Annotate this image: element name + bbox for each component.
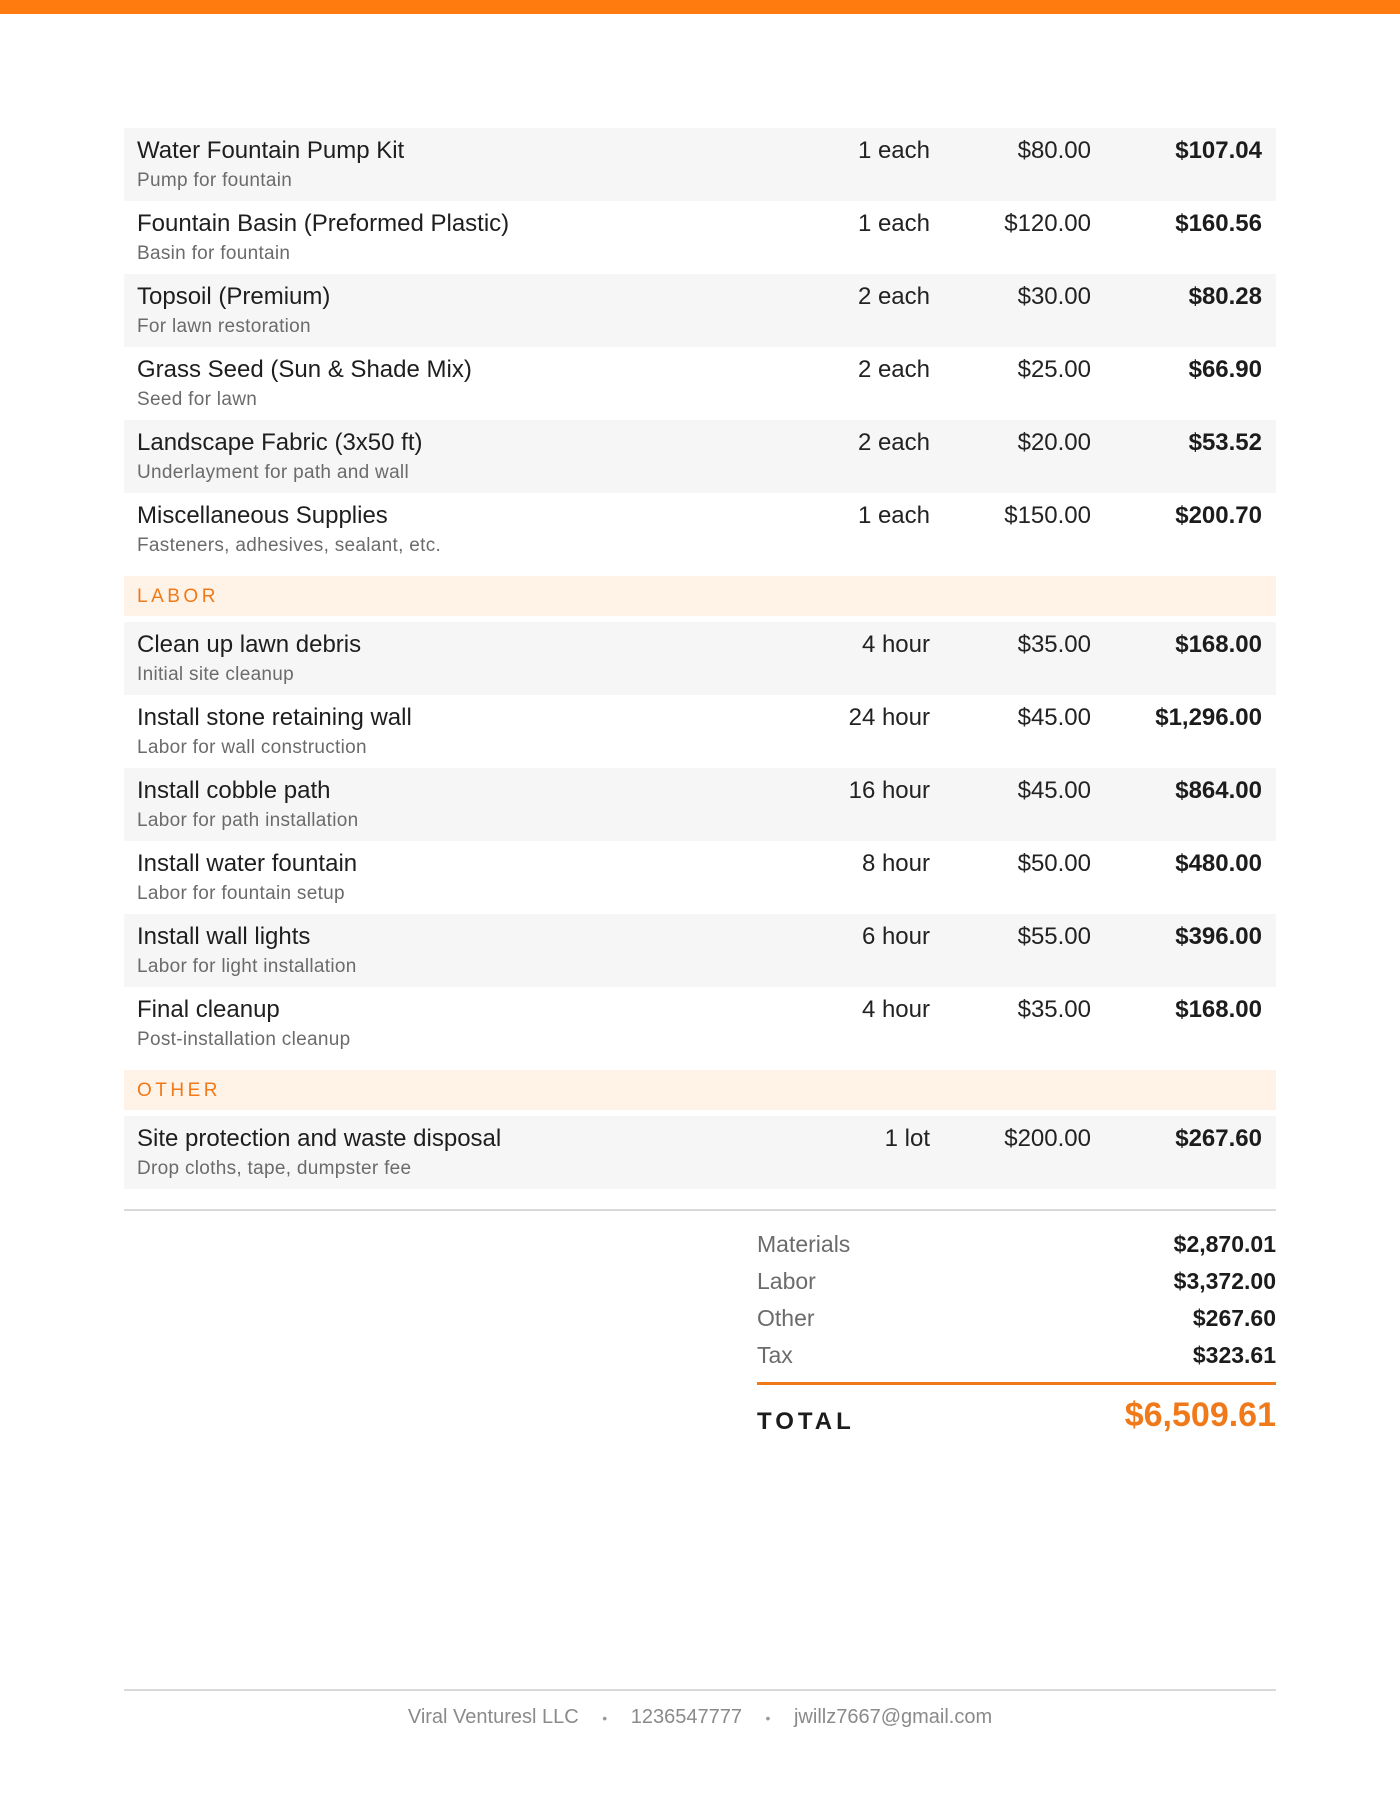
footer-separator: • (765, 1709, 771, 1726)
footer-separator: • (602, 1709, 608, 1726)
item-quantity: 1 each (857, 137, 930, 164)
footer-company: Viral Venturesl LLC (407, 1706, 579, 1728)
item-quantity: 2 each (857, 356, 930, 383)
item-quantity: 8 hour (861, 850, 930, 877)
table-row (124, 1116, 1276, 1189)
item-rate: $45.00 (1017, 704, 1091, 731)
item-rate: $120.00 (1004, 210, 1091, 237)
summary-label: Tax (757, 1342, 793, 1368)
item-name: Fountain Basin (Preformed Plastic) (137, 210, 510, 237)
item-description: Labor for fountain setup (137, 883, 345, 904)
item-rate: $25.00 (1017, 356, 1091, 383)
item-amount: $1,296.00 (1155, 704, 1262, 731)
summary-row-materials (757, 1228, 1276, 1265)
line-items-table (124, 128, 1276, 1189)
item-description: Drop cloths, tape, dumpster fee (137, 1158, 412, 1179)
item-name: Install stone retaining wall (137, 704, 412, 731)
table-row (124, 914, 1276, 987)
footer-divider (124, 1689, 1276, 1691)
summary-value: $2,870.01 (1173, 1231, 1276, 1257)
item-description: Underlayment for path and wall (137, 462, 409, 483)
item-name: Grass Seed (Sun & Shade Mix) (137, 356, 472, 383)
table-row (124, 841, 1276, 914)
item-description: Seed for lawn (137, 389, 258, 410)
item-name: Water Fountain Pump Kit (137, 137, 405, 164)
item-description: Pump for fountain (137, 170, 293, 191)
item-rate: $35.00 (1017, 996, 1091, 1023)
table-row (124, 768, 1276, 841)
item-description: Labor for light installation (137, 956, 357, 977)
item-quantity: 1 each (857, 210, 930, 237)
table-row (124, 622, 1276, 695)
section-header-other (124, 1070, 1276, 1110)
item-quantity: 24 hour (848, 704, 930, 731)
total-value: $6,509.61 (1124, 1396, 1276, 1434)
item-description: Basin for fountain (137, 243, 291, 264)
item-rate: $200.00 (1004, 1125, 1091, 1152)
item-amount: $53.52 (1188, 429, 1262, 456)
item-amount: $200.70 (1175, 502, 1262, 529)
summary-value: $323.61 (1192, 1342, 1276, 1368)
total-label: TOTAL (757, 1408, 855, 1435)
item-rate: $30.00 (1017, 283, 1091, 310)
summary-row-other (757, 1302, 1276, 1339)
table-row (124, 420, 1276, 493)
item-amount: $107.04 (1175, 137, 1262, 164)
total-divider (757, 1382, 1276, 1385)
section-header-labor (124, 576, 1276, 616)
item-amount: $396.00 (1175, 923, 1262, 950)
item-amount: $160.56 (1175, 210, 1262, 237)
footer (0, 1706, 1400, 1729)
footer-email: jwillz7667@gmail.com (793, 1706, 993, 1728)
item-rate: $45.00 (1017, 777, 1091, 804)
item-description: Labor for path installation (137, 810, 359, 831)
summary-value: $267.60 (1192, 1305, 1276, 1331)
item-name: Site protection and waste disposal (137, 1125, 502, 1152)
table-row (124, 987, 1276, 1060)
item-rate: $35.00 (1017, 631, 1091, 658)
section-label: LABOR (137, 586, 219, 607)
totals-summary (757, 1228, 1276, 1376)
table-row (124, 274, 1276, 347)
item-description: Post-installation cleanup (137, 1029, 351, 1050)
item-name: Landscape Fabric (3x50 ft) (137, 429, 423, 456)
item-amount: $864.00 (1175, 777, 1262, 804)
item-name: Install water fountain (137, 850, 358, 877)
item-name: Install wall lights (137, 923, 311, 950)
item-name: Clean up lawn debris (137, 631, 362, 658)
item-name: Install cobble path (137, 777, 331, 804)
summary-label: Labor (757, 1268, 816, 1294)
item-rate: $150.00 (1004, 502, 1091, 529)
item-amount: $480.00 (1175, 850, 1262, 877)
item-description: Labor for wall construction (137, 737, 367, 758)
table-row (124, 201, 1276, 274)
table-row (124, 347, 1276, 420)
item-name: Miscellaneous Supplies (137, 502, 388, 529)
summary-row-tax (757, 1339, 1276, 1376)
table-row (124, 493, 1276, 566)
summary-divider (124, 1209, 1276, 1211)
item-quantity: 2 each (857, 429, 930, 456)
item-amount: $168.00 (1175, 996, 1262, 1023)
summary-label: Materials (757, 1231, 851, 1257)
table-row (124, 695, 1276, 768)
summary-value: $3,372.00 (1173, 1268, 1276, 1294)
item-name: Final cleanup (137, 996, 280, 1023)
item-amount: $80.28 (1188, 283, 1262, 310)
item-quantity: 4 hour (861, 996, 930, 1023)
summary-label: Other (757, 1305, 815, 1331)
item-quantity: 6 hour (861, 923, 930, 950)
item-rate: $50.00 (1017, 850, 1091, 877)
table-row (124, 128, 1276, 201)
item-name: Topsoil (Premium) (137, 283, 331, 310)
section-label: OTHER (137, 1080, 221, 1101)
item-description: Fasteners, adhesives, sealant, etc. (137, 535, 442, 556)
summary-row-labor (757, 1265, 1276, 1302)
item-quantity: 4 hour (861, 631, 930, 658)
footer-phone: 1236547777 (630, 1706, 742, 1728)
item-rate: $20.00 (1017, 429, 1091, 456)
item-quantity: 1 each (857, 502, 930, 529)
item-quantity: 16 hour (848, 777, 930, 804)
item-amount: $66.90 (1188, 356, 1262, 383)
item-quantity: 1 lot (884, 1125, 930, 1152)
item-description: For lawn restoration (137, 316, 311, 337)
item-rate: $80.00 (1017, 137, 1091, 164)
top-accent-bar (0, 0, 1400, 14)
item-amount: $168.00 (1175, 631, 1262, 658)
item-description: Initial site cleanup (137, 664, 295, 685)
item-rate: $55.00 (1017, 923, 1091, 950)
item-quantity: 2 each (857, 283, 930, 310)
item-amount: $267.60 (1175, 1125, 1262, 1152)
